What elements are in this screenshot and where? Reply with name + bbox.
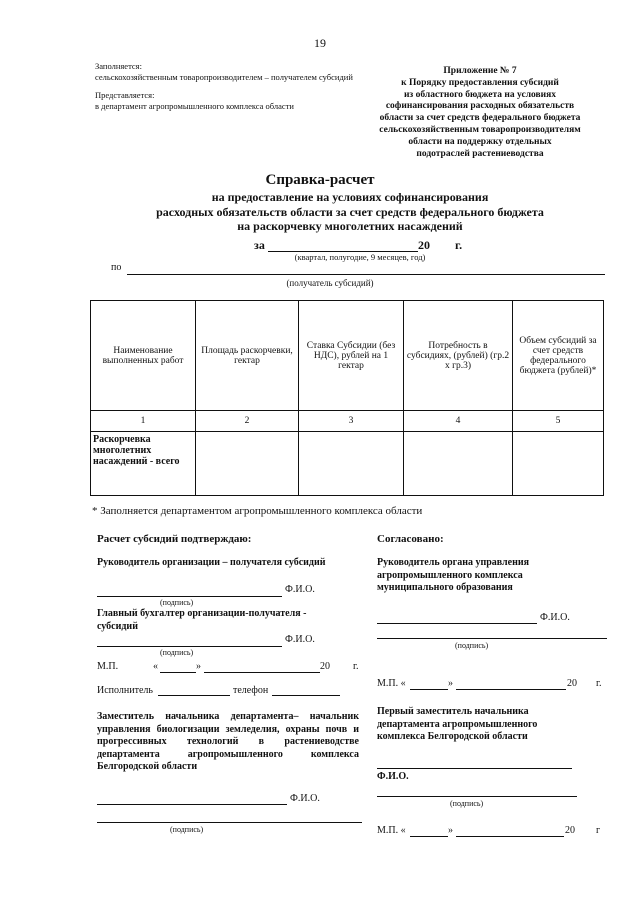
- signature-label: (подпись): [455, 641, 489, 650]
- executor-line[interactable]: [158, 695, 230, 696]
- col-header: Объем субсидий за счет средств федерального бюджета (рублей)*: [513, 301, 604, 411]
- fio-label: Ф.И.О.: [290, 793, 320, 804]
- quote-close: »: [196, 661, 201, 672]
- col-header: Потребность в субсидиях, (рублей) (гр.2 х гр.3): [404, 301, 513, 411]
- doc-title: Справка-расчет: [265, 172, 375, 188]
- deputy-label: Заместитель начальника департамента– начальник управления биологизации земледелия, охраны почв и прогрессивных технологий в растениеводстве департамента агропромышленного комплекса Белгородской области: [97, 711, 359, 772]
- appendix-header: [345, 66, 615, 160]
- phone-line[interactable]: [272, 695, 340, 696]
- col-header: Наименование выполненных работ: [91, 301, 196, 411]
- year-suffix: г.: [353, 661, 359, 672]
- fio-label: Ф.И.О.: [285, 584, 315, 595]
- filled-by-label: Заполняется:: [95, 61, 142, 71]
- col-header: Площадь раскорчевки, гектар: [196, 301, 299, 411]
- appendix-line: к Порядку предоставления субсидий: [401, 77, 559, 88]
- signature-label: (подпись): [170, 825, 204, 834]
- year-label: 20: [565, 825, 575, 836]
- col-header: Ставка Субсидии (без НДС), рублей на 1 гектар: [299, 301, 404, 411]
- submitted-value: в департамент агропромышленного комплекса области: [95, 100, 294, 111]
- fio-label: Ф.И.О.: [540, 612, 570, 623]
- col-number: 2: [196, 411, 299, 432]
- chief-acc-label: Главный бухгалтер организации-получателя - субсидий: [97, 608, 307, 632]
- month-line[interactable]: [456, 836, 564, 837]
- quote-open: «: [153, 661, 158, 672]
- row-label: Раскорчевка многолетних насаждений - всего: [91, 432, 196, 496]
- col-number: 1: [91, 411, 196, 432]
- quote-close: »: [448, 678, 453, 689]
- executor-label: Исполнитель: [97, 685, 153, 696]
- head-org-label: Руководитель организации – получателя субсидий: [97, 557, 326, 568]
- deputy-sign-line[interactable]: [97, 804, 287, 805]
- subtitle-line: на предоставление на условиях софинансирования: [211, 190, 489, 204]
- appendix-line: подотраслей растениеводства: [416, 148, 544, 159]
- submitted-label: Представляется:: [95, 90, 155, 100]
- mp-label: М.П. «: [377, 825, 406, 836]
- need-cell[interactable]: [404, 432, 513, 496]
- year-label: 20: [320, 661, 330, 672]
- appendix-line: Приложение № 7: [443, 66, 517, 76]
- first-deputy-sign-line[interactable]: [377, 796, 577, 797]
- footnote: * Заполняется департаментом агропромышленного комплекса области: [92, 505, 423, 517]
- signature-label: (подпись): [160, 598, 194, 607]
- month-line[interactable]: [456, 689, 566, 690]
- first-deputy-line[interactable]: [377, 768, 572, 769]
- calc-table: [90, 300, 604, 496]
- day-line[interactable]: [410, 689, 448, 690]
- confirm-title: Расчет субсидий подтверждаю:: [97, 533, 252, 545]
- col-number: 5: [513, 411, 604, 432]
- deputy-sign-line-2[interactable]: [97, 822, 362, 823]
- area-cell[interactable]: [196, 432, 299, 496]
- chief-acc-sign-line[interactable]: [97, 646, 282, 647]
- day-line[interactable]: [410, 836, 448, 837]
- head-muni-label: Руководитель органа управления агропромышленного комплекса муниципального образования: [377, 557, 530, 593]
- filled-by-value: сельскохозяйственным товаропроизводителем – получателем субсидий: [95, 71, 353, 82]
- year-label: 20: [418, 238, 430, 252]
- period-note: (квартал, полугодие, 9 месяцев, год): [294, 252, 426, 262]
- subtitle-line: на раскорчевку многолетних насаждений: [237, 219, 463, 233]
- recipient-prefix: по: [111, 262, 122, 273]
- fio-label: Ф.И.О.: [377, 771, 409, 782]
- first-deputy-label: Первый заместитель начальника департамента агропромышленного комплекса Белгородской области: [377, 706, 538, 742]
- year-suffix: г.: [596, 678, 602, 689]
- volume-cell[interactable]: [513, 432, 604, 496]
- page-number: 19: [314, 36, 326, 50]
- appendix-line: софинансирования расходных обязательств: [385, 101, 575, 112]
- appendix-line: из областного бюджета на условиях: [403, 89, 557, 100]
- year-label: 20: [567, 678, 577, 689]
- head-org-sign-line[interactable]: [97, 596, 282, 597]
- signature-label: (подпись): [160, 648, 194, 657]
- agreed-title: Согласовано:: [377, 533, 444, 545]
- head-muni-sign-line[interactable]: [377, 623, 537, 624]
- fio-label: Ф.И.О.: [285, 634, 315, 645]
- doc-subtitle: [60, 190, 640, 234]
- col-number: 3: [299, 411, 404, 432]
- head-muni-sign-line-2[interactable]: [377, 638, 607, 639]
- recipient-note: (получатель субсидий): [286, 278, 374, 288]
- col-number: 4: [404, 411, 513, 432]
- year-suffix: г: [596, 825, 601, 836]
- recipient-line[interactable]: [127, 274, 605, 275]
- quote-close: »: [448, 825, 453, 836]
- mp-label: М.П.: [97, 661, 119, 672]
- day-line[interactable]: [160, 672, 196, 673]
- subtitle-line: расходных обязательств области за счет средств федерального бюджета: [156, 204, 544, 219]
- period-prefix: за: [254, 238, 265, 252]
- left-header: [95, 61, 375, 111]
- appendix-line: области на поддержку отдельных: [408, 136, 552, 147]
- signature-label: (подпись): [450, 799, 484, 808]
- year-suffix: г.: [455, 238, 463, 252]
- appendix-line: сельскохозяйственным товаропроизводителям: [379, 124, 581, 135]
- mp-label: М.П. «: [377, 678, 406, 689]
- phone-label: телефон: [233, 685, 269, 696]
- month-line[interactable]: [204, 672, 320, 673]
- rate-cell[interactable]: [299, 432, 404, 496]
- appendix-line: области за счет средств федерального бюджета: [379, 113, 581, 124]
